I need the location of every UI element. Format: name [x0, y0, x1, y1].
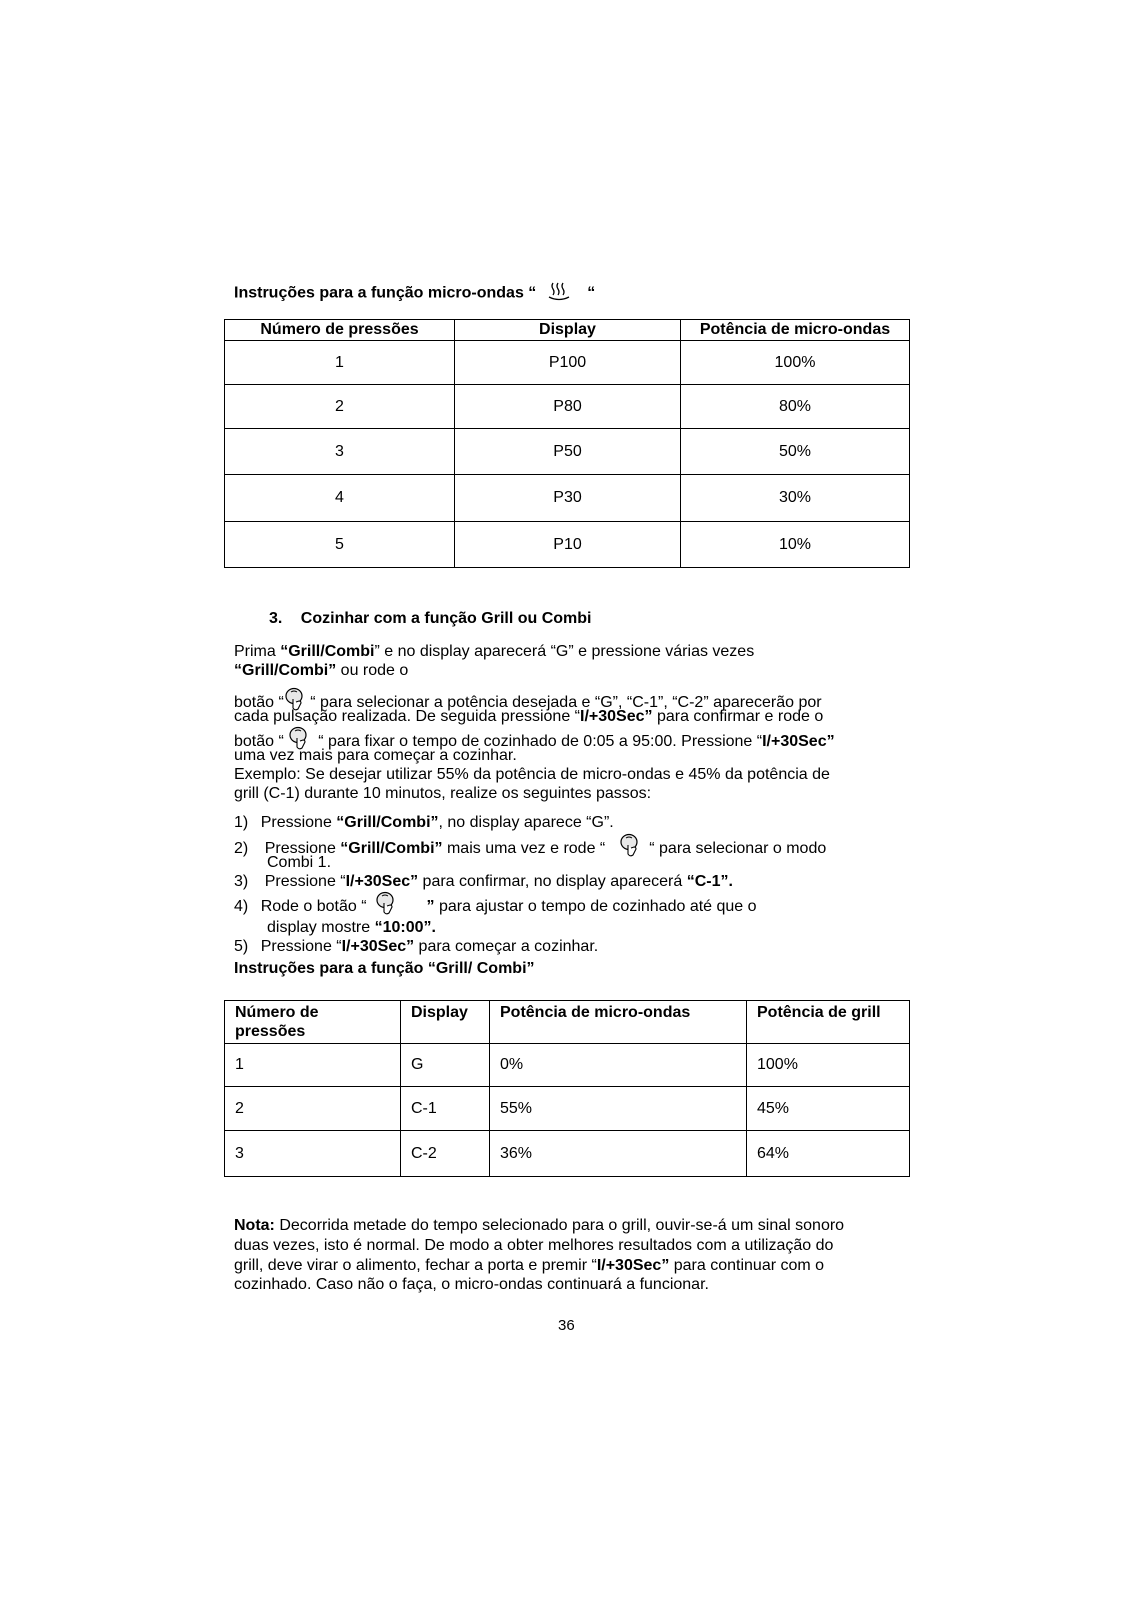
- text-bold: I/+30Sec”: [341, 938, 415, 955]
- text: cada pulsação realizada. De seguida pressione “: [234, 708, 580, 725]
- text: Prima: [234, 643, 281, 660]
- cell-power: 30%: [681, 475, 910, 522]
- rotary-knob-icon: [375, 891, 397, 917]
- text-bold: “Grill/Combi: [280, 643, 375, 660]
- text: Pressione “: [260, 938, 342, 955]
- table-header-row: [225, 1001, 910, 1044]
- text: Pressione “: [264, 873, 346, 890]
- text-bold: “Grill/Combi”: [336, 814, 439, 831]
- body-line: [234, 642, 754, 662]
- header-grill-power: Potência de grill: [747, 1001, 910, 1044]
- text: para confirmar e rode o: [652, 708, 824, 725]
- text-bold: “10:00”.: [374, 919, 436, 936]
- cell-presses: 4: [225, 475, 455, 522]
- step-5: [234, 937, 598, 957]
- table-row: [225, 1087, 910, 1131]
- text: para confirmar, no display aparecerá: [418, 873, 687, 890]
- step-1: [234, 813, 614, 833]
- header-power: Potência de micro-ondas: [681, 320, 910, 341]
- cell-display: G: [401, 1044, 490, 1087]
- table-row: [225, 341, 910, 385]
- body-line: Exemplo: Se desejar utilizar 55% da potência de micro-ondas e 45% da potência de: [234, 766, 830, 783]
- step-number: 2): [234, 840, 249, 857]
- cell-presses: 5: [225, 522, 455, 568]
- note-line: cozinhado. Caso não o faça, o micro-ondas continuará a funcionar.: [234, 1276, 709, 1293]
- text: display mostre: [267, 919, 375, 936]
- table-row: [225, 1131, 910, 1177]
- cell-display: P10: [455, 522, 681, 568]
- text-bold: “Grill/Combi”: [234, 662, 337, 679]
- text-bold: I/+30Sec”: [596, 1257, 670, 1274]
- step-number: 5): [234, 938, 249, 955]
- cell-presses: 1: [225, 341, 455, 385]
- step-4-cont: [267, 918, 436, 938]
- text: ou rode o: [336, 662, 409, 679]
- cell-presses: 2: [225, 385, 455, 429]
- cell-presses: 3: [225, 1131, 401, 1177]
- step-2-cont: Combi 1.: [267, 854, 332, 871]
- text-bold: “Grill/Combi”: [340, 840, 443, 857]
- table-row: [225, 385, 910, 429]
- step-number: 4): [234, 898, 249, 915]
- body-line: uma vez mais para começar a cozinhar.: [234, 747, 517, 764]
- text: “ para selecionar o modo: [649, 840, 827, 857]
- cell-presses: 2: [225, 1087, 401, 1131]
- cell-presses: 3: [225, 429, 455, 475]
- text-bold: I/+30Sec”: [762, 733, 835, 750]
- text: Rode o botão “: [260, 898, 367, 915]
- table-header-row: [225, 320, 910, 341]
- cell-display: C-2: [401, 1131, 490, 1177]
- section-title-prefix: Instruções para a função micro-ondas “: [234, 284, 537, 302]
- microwave-waves-icon: [547, 280, 571, 307]
- text: mais uma vez e rode “: [442, 840, 606, 857]
- text: ” e no display aparecerá “G” e pressione várias vezes: [374, 643, 755, 660]
- cell-display: P80: [455, 385, 681, 429]
- note-label: Nota:: [234, 1217, 275, 1234]
- table-row: [225, 475, 910, 522]
- section-title-grill: Instruções para a função “Grill/ Combi”: [234, 960, 535, 977]
- text: , no display aparece “G”.: [438, 814, 614, 831]
- note-line: duas vezes, isto é normal. De modo a obter melhores resultados com a utilização do: [234, 1237, 834, 1254]
- text: grill, deve virar o alimento, fechar a porta e premir “: [234, 1257, 597, 1274]
- header-microwave-power: Potência de micro-ondas: [490, 1001, 747, 1044]
- text: “ para selecionar a potência desejada e “G”, “C-1”, “C-2” aparecerão por: [305, 694, 822, 711]
- cell-power: 100%: [681, 341, 910, 385]
- cell-microwave-power: 55%: [490, 1087, 747, 1131]
- text: para continuar com o: [669, 1257, 825, 1274]
- header-display: Display: [401, 1001, 490, 1044]
- table-row: [225, 429, 910, 475]
- body-line: [234, 661, 408, 681]
- step-3: [234, 872, 733, 892]
- text-bold: I/+30Sec”: [345, 873, 419, 890]
- text-bold: I/+30Sec”: [580, 708, 653, 725]
- body-line: grill (C-1) durante 10 minutos, realize os seguintes passos:: [234, 785, 652, 802]
- header-display: Display: [455, 320, 681, 341]
- cell-display: P50: [455, 429, 681, 475]
- cell-display: P100: [455, 341, 681, 385]
- cell-presses: 1: [225, 1044, 401, 1087]
- cell-grill-power: 64%: [747, 1131, 910, 1177]
- header-presses: Número de pressões: [225, 320, 455, 341]
- section-title-suffix: “: [587, 284, 596, 302]
- section-title-microwave: [234, 280, 595, 307]
- cell-microwave-power: 0%: [490, 1044, 747, 1087]
- text: para começar a cozinhar.: [414, 938, 599, 955]
- text: “ para fixar o tempo de cozinhado de 0:05 a 95:00. Pressione “: [313, 733, 763, 750]
- section-3-heading: [269, 610, 591, 628]
- cell-grill-power: 100%: [747, 1044, 910, 1087]
- section-title: Cozinhar com a função Grill ou Combi: [300, 610, 592, 627]
- cell-power: 50%: [681, 429, 910, 475]
- note-line: [234, 1256, 824, 1276]
- text: para ajustar o tempo de cozinhado até que o: [434, 898, 757, 915]
- text: botão “: [234, 733, 284, 750]
- microwave-power-table: [224, 319, 910, 568]
- text-bold: ”: [426, 898, 435, 915]
- page-number: 36: [558, 1317, 575, 1334]
- header-presses: Número de pressões: [225, 1001, 401, 1044]
- text: Pressione: [260, 814, 337, 831]
- cell-power: 80%: [681, 385, 910, 429]
- body-line: [234, 707, 823, 727]
- rotary-knob-icon: [619, 833, 641, 859]
- note-line: [234, 1216, 844, 1236]
- cell-power: 10%: [681, 522, 910, 568]
- text-bold: “C-1”.: [686, 873, 733, 890]
- table-row: [225, 522, 910, 568]
- cell-display: C-1: [401, 1087, 490, 1131]
- step-number: 1): [234, 814, 249, 831]
- section-number: 3.: [269, 610, 283, 627]
- step-number: 3): [234, 873, 249, 890]
- cell-display: P30: [455, 475, 681, 522]
- table-row: [225, 1044, 910, 1087]
- step-4: [234, 891, 757, 917]
- text: botão “: [234, 694, 284, 711]
- cell-microwave-power: 36%: [490, 1131, 747, 1177]
- text: Decorrida metade do tempo selecionado para o grill, ouvir-se-á um sinal sonoro: [274, 1217, 845, 1234]
- grill-combi-table: [224, 1000, 910, 1177]
- cell-grill-power: 45%: [747, 1087, 910, 1131]
- text: Pressione: [264, 840, 341, 857]
